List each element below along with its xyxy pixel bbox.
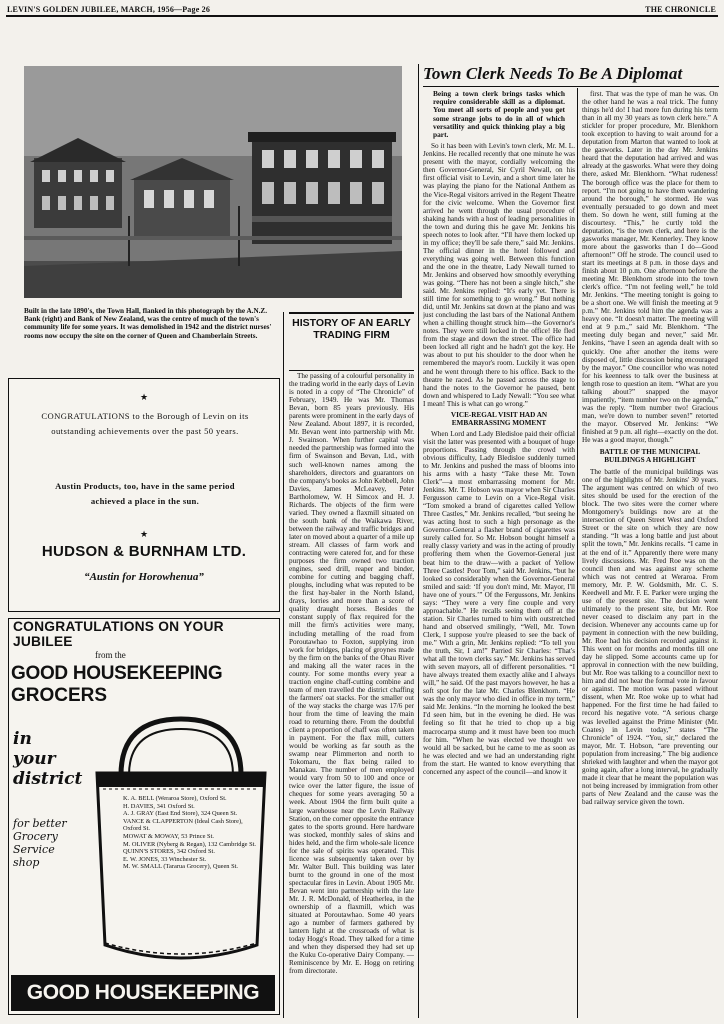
star-ornament: ★ xyxy=(139,393,149,403)
ad-side-script-2: for better Grocery Service shop xyxy=(13,817,67,869)
history-title-box xyxy=(289,312,414,371)
ad-jubilee-heading: CONGRATULATIONS ON YOUR JUBILEE xyxy=(13,619,224,649)
running-header-right: THE CHRONICLE xyxy=(645,5,716,14)
history-title: HISTORY OF AN EARLY TRADING FIRM xyxy=(292,317,411,341)
ad-side-script-1: in your district xyxy=(13,729,83,789)
town-hall-photo xyxy=(24,66,402,298)
town-clerk-body-2: When Lord and Lady Bledisloe paid their official visit the latter was presented with a bouquet of huge proportions. Passing through the crowd with obvious difficulty, Lady Bledisloe suddenly turned to Mr. Jenkins and pushed the mass of blooms into his arms with a hasty “Take these Mr. Town Clerk”—a most embarrassing moment for Mr. Jenkins. Mr. T. Hobson was mayor when Sir Charles Fergusson came to Levin on a Vice-Regal visit. “Tom smoked a brand of cigarettes called Yellow Three Castles,” Mr. Jenkins recalled, “but seeing he was acting host to such a high personage as the Governor-General a flasher brand of cigarettes was surely called for. So Mr. Hobson bought himself a really classy variety and was in the acting of proudly proffering them when the Governor-General just beat him to the draw—with a packet of Yellow Three Castles! Poor Tom,” said Mr. Jenkins, “but he looked so considerably when the Governor-General smiled and said: ‘If you don't mind, Mr. Mayor, I'll have one of yours.’” Of the Fergussons, Mr. Jenkins says: “They were a very fine couple and very approachable.” He recalls seeing them off at the station. Sir Charles turned to him with outstretched hand and observed smilingly, “Well, Mr. Town Clerk, I suppose you're pleased to see the back of me.” With a grin, Mr. Jenkins replied: “To tell you the truth, Sir, I am!” Parried Sir Charles: “That's what all the town clerks say.” Mr. Jenkins has served with seven mayors, all of different personalities. “I have always treated them exactly alike and I always will,” he said. Of the past mayors however, he has a soft spot for the late Mr. Charles Blenkhorn. “He was the only mayor who died in office in my term,” said Mr. Jenkins. “In the morning he looked the best I'd seen him, but in the evening he died. He was feeling so fit that he tried to chop up a big macrocarpa stump and it must have been too much for him. “When he was elected we thought we would all be sacked, but he came to me as soon as he was elected and we had an understanding right from the start. He wanted to know everything that concerned any aspect of the council—and know it xyxy=(423,429,575,776)
town-clerk-subheading-1: VICE-REGAL VISIT HAD AN EMBARRASSING MOMENT xyxy=(450,410,548,427)
ad-from-text: from the xyxy=(95,650,126,660)
town-clerk-column-2 xyxy=(582,90,718,1016)
grocer-list-item: M. OLIVER (Nyberg & Regan), 132 Cambridge St. xyxy=(123,840,257,848)
ad-austin-text: Austin Products, too, have in the same period achieved a place in the sun. xyxy=(55,481,235,506)
good-housekeeping-advertisement xyxy=(8,618,280,1015)
history-article-body xyxy=(289,372,414,1016)
ad-brand-line1: GOOD HOUSEKEEPING xyxy=(11,663,223,684)
ad-brand-footer: GOOD HOUSEKEEPING xyxy=(11,975,275,1011)
ad-slogan: “Austin for Horowhenua” xyxy=(84,571,204,583)
town-clerk-column-1 xyxy=(423,90,575,1016)
running-header-left: LEVIN'S GOLDEN JUBILEE, MARCH, 1956—Page 26 xyxy=(7,5,211,14)
grocer-list-item: MOWAT & MOWAY, 53 Prince St. xyxy=(123,832,214,840)
star-ornament: ★ xyxy=(139,530,149,540)
headline-rule xyxy=(423,86,719,87)
town-clerk-subheading-2: BATTLE OF THE MUNICIPAL BUILDINGS A HIGHLIGHT xyxy=(599,448,701,465)
grocer-list xyxy=(123,795,261,871)
town-clerk-body-3: first. That was the type of man he was. On the other hand he was a real trick. The funny things he'd do! I had more fun during his term than in all my 30 years as town clerk here.” A stickler for proper procedure, Mr. Blenkhorn took exception to having to wait around for a deputation from Marton that wanted to look at the gasworks. Later in the day Mr. Jenkins heard that the deputation had arrived and was already at the gasworks. What were they doing there, asked Mr. Blenkhorn. “What rudeness! The borough office was the place for them to report. “I'm not going to have them wandering around the borough,” he stormed. He was eventually persuaded to go down and meet them. So down he went, still fuming at the discourtesy. “This,” he curtly told the deputation, “is the town clerk, and here is the gasworks manager, Mr. Kennerley. They know more about the gasworks than I do—Good afternoon!” Off he strode. The council used to start its meetings at 8 p.m. in those days and finish about 10 p.m. One afternoon before the meeting Mr. Blenkhorn strode into the town clerk's office. “I'm not feeling well,” he told Mr. Jenkins. “The meeting tonight is going to be a short one. We will finish the meeting at 9 p.m.” Mr. Jenkins told him the agenda was a heavy one. “It doesn't matter. The meeting will end at 9 p.m.,” said Mr. Blenkhorn. “The meeting duly began and never,” said Mr. Jenkins, “have I seen an agenda dealt with so quickly. One after another the items were disposed of, little discussion being encouraged by the mayor.” One councillor who was noted for his keenness to talk over the business at length rose to question an item. “What are you talking about?” snapped the mayor impatiently, “item number two on the agenda,” was the reply. “Item number two! Gracious man, we're down to number seven!” retorted the mayor. Observed Mr. Jenkins: “We finished at 9 p.m. all right—exactly on the dot. He was a good mayor, though.” xyxy=(582,90,718,445)
town-clerk-body-1: So it has been with Levin's town clerk, Mr. M. L. Jenkins. He recalled recently that one minute he was present with the mayor, cordially welcoming the then Governor-General, Sir Cyril Newall, on his first official visit to Levin, and a short time later he was playing the piano for the National Anthem as the Vice-Regal visitors arrived in the Regent Theatre for the civic welcome. When the Governor first arrived he went through the usual procedure of shaking hands with a host of leading personalities in the town and during this he gave Mr. Jenkins his speech notes to look after. “I'll have them locked up in my office; they'll be safe there,” said Mr. Jenkins. The official dinner in the hotel followed and everything was going well. Between this function and the one in the theatre, Lady Newall turned to Mr. Jenkins and observed how smoothly everything was going. “There has not been a single hitch,” she said. Mr. Jenkins replied: “It's early yet. There is still time for something to go wrong.” But nothing did, until Mr. Jenkins sat down at the piano and was just concluding the last bars of the National Anthem when a chilling thought struck him—the Governor's notes. They were still locked in the office! He fled from the stage and down the street. The office had been locked all right and he hadn't got the key. He was about to put his shoulder to the door when he remembered the mayor's room. Luckily it was open and he went through there to his office. Back to the theatre he raced. As he passed across the stage to hand the notes to the Governor he paused, bent down and whispered to Lady Newall: “You see what I mean! This is what can go wrong.” xyxy=(423,142,575,408)
town-hall-photo-image xyxy=(24,66,402,298)
photo-caption: Built in the late 1890's, the Town Hall, flanked in this photograph by the A.N.Z. Bank (right) and Bank of New Zealand, was the centre of much of the town's community life for some years. It was demolished in 1942 and the district nurses' rooms now occupy the site on the corner of Queen and Chamberlain Streets. xyxy=(24,307,272,340)
ad-congratulations-text: CONGRATULATIONS to the Borough of Levin on its outstanding achievements over the past 50 years. xyxy=(41,411,249,436)
ad-brand-line2: GROCERS xyxy=(11,685,108,706)
header-rule xyxy=(6,15,718,17)
town-clerk-body-4: The battle of the municipal buildings was one of the highlights of Mr. Jenkins' 30 years. The argument was centred on which of two sites should be used for the erection of the block. The two sites were the corner where Montgomery's buildings now are at the intersection of Queen Street West and Oxford Street or the site on which they are now standing. “It was a long battle and just about split the town,” Mr. Jenkins recalls. “I came in at the end of it.” Apparently there were many lively discussions. Mr. Fred Roe was on the council then and was against any scheme which was not centred at Weraroa. From memory, Mr. P. W. Goldsmith, Mr. C. S. Keedwell and Mr. F. E. Parker were urging the use of the present site. The decision went ultimately to the present site, but Mr. Roe never ceased to disclaim any part in the decision. Whenever any accounts came up for payment in connection with the new building, Mr. Roe had his decision recorded against it. This went on for months and months till one day he slipped. Some accounts came up for approval in connection with the new building, but Mr. Roe was talking to a councillor next to him and did not hear the formal vote in favour or against. The motion was passed without dissent, when Mr. Roe woke up to what had happened. For the first time he had failed to record his negative vote. “A serious charge was levelled against the Prime Minister (Mr. Coates) in Levin today,” states “The Chronicle” of 1924. “You, sir,” declared the mayor, Mr. T. Hobson, “are preventing our population from increasing.” The big audience shrieked with laughter and when the mayor got going again, after a long interval, he gradually made it clear that he meant the population was not being increased by immigration from other parts of New Zealand and the cause was the bad railway service given the town. xyxy=(582,468,718,806)
history-body-text: The passing of a colourful personality in the trading world in the early days of Levin is noted in a copy of “The Chronicle” of February, 1949. He was Mr. Thomas Bevan, born 85 years previously. His parents were prominent in the early days of New Zealand. About 1897, it is recorded, Mr. Bevan went into partnership with Mr. J. Swainson. When further capital was needed the partnership was formed into the firm of Swainson and Bevan, Ltd., with such well-known names among the shareholders, directors and guarantors on the company's books as John Kebbell, John Davies, James McLeavey, Peter Bartholomew, W. H Simcox and H. J. Richards. The objects of the firm were varied. They owned a flaxmill situated on the south bank of the Waikawa River, between the railway and traffic bridges and later on moved about a quarter of a mile up stream. All classes of farm work and contracting were catered for, and for these purposes the firm owned two traction engines, seed drill, reaper and binder, combine for cutting and bagging chaff, ploughs, including what was reputed to be the first hay-baler in the North Island, drays, lorries and more than a score of quality draught horses. Besides the constant supply of flax required for the mill the firm's activities were many, including metalling of the road from Poroutawhao to Foxton, supplying iron work for bridges, placing of groynes made by the firm on the banks of the Ohau River and making all the water races in the county. For some months every year a traction engine chaff-cutting combine and team of men travelled the district chaffing the farmers' oat stacks. For the smaller out of the way stacks the charge was 17/6 per hour from the time of leaving the main road to returning there. From the doubtful client a proportion of chaff was often taken in payment. For the flax mill, cutters would be working as far south as the swamp near Plimmerton and north to Tokomaru, the flax being railed to Manakau. The number of men employed would vary from 50 to 100 and once or twice over the latter figure, the issue of cheques for some years averaging 50 a week. About 1904 the firm built quite a large warehouse near the Levin Railway Station, on the corner opposite the entrance gates to the sports ground. Here hardware was stocked, monthly sales of skins and hides held, and the firm whole-sale licence for the sale of spirits was operated. This licence was subsequently taken over by Mr. Walter Bull. This building was later burnt to the ground in one of the most spectacular fires in Levin. About 1905 Mr. Bevan went into partnership with the late Mr. J. R. McDonald, of Heatherlea, in the ownership of a flaxmill, which was situated at Poroutawhao. Some 40 years ago a number of farmers gathered by lantern light at the crossroads of what is today Hogg's Road. They talked for a time and when they dispersed they had set up the Kuku Co-operative Dairy Company. — Reminiscence by Mr. E. Hogg on retiring from directorate. xyxy=(289,372,414,976)
grocer-list-item: K. A. BELL (Weraroa Store), Oxford St. xyxy=(123,795,227,802)
town-clerk-headline: Town Clerk Needs To Be A Diplomat xyxy=(423,64,683,83)
hudson-burnham-advertisement xyxy=(8,378,280,612)
grocer-list-item: VANCE & CLAPPERTON (Ideal Cash Store), Oxford St. xyxy=(123,817,243,833)
grocer-list-item: M. W. SMALL (Tararua Grocery), Queen St. xyxy=(123,863,239,871)
ad-company-name: HUDSON & BURNHAM LTD. xyxy=(41,543,247,560)
column-divider xyxy=(418,64,419,1018)
grocer-list-item: A. J. GRAY (East End Store), 324 Queen St. xyxy=(123,810,238,818)
column-divider xyxy=(283,312,284,1018)
town-clerk-lead: Being a town clerk brings tasks which require considerable skill as a diplomat. You meet all sorts of people and you get some strange jobs to do in all of which versatility and quick thinking play a big part. xyxy=(433,90,565,140)
grocer-list-item: H. DAVIES, 341 Oxford St. xyxy=(123,802,195,810)
grocer-list-item: E. W. JONES, 33 Winchester St. xyxy=(123,855,207,863)
column-divider xyxy=(577,88,578,1018)
grocer-list-item: QUINN'S STORES, 342 Oxford St. xyxy=(123,848,215,856)
